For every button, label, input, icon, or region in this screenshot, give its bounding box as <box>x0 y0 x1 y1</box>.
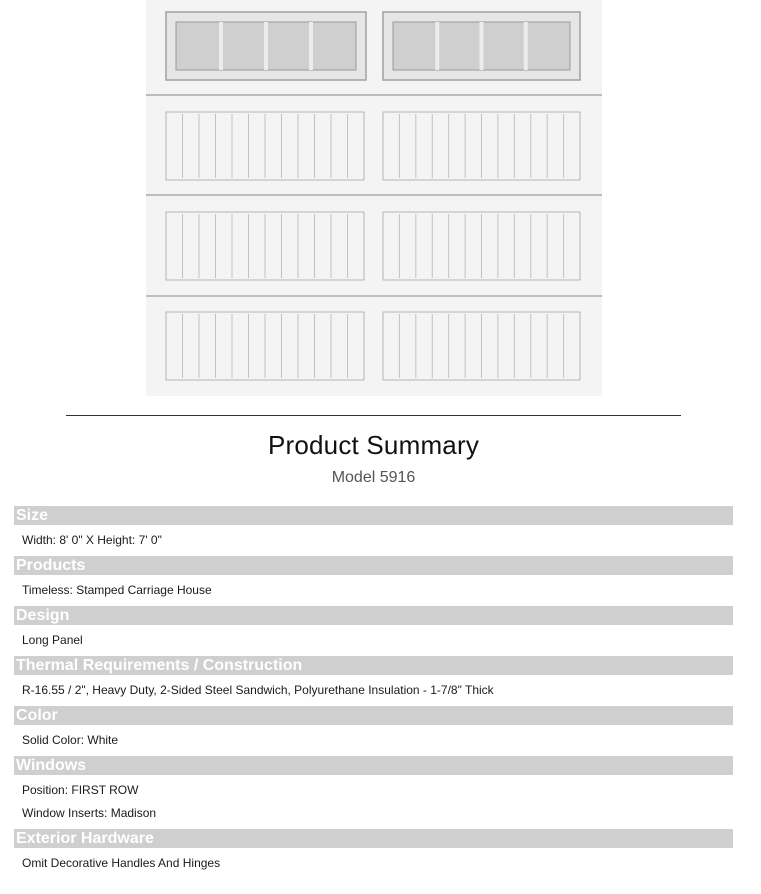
section-heading: Exterior Hardware <box>14 829 733 848</box>
page-title: Product Summary <box>267 430 480 460</box>
model-number: Model 5916 <box>331 469 416 486</box>
spec-row: Position: FIRST ROW <box>22 783 139 797</box>
section-heading: Color <box>14 706 733 725</box>
section-heading: Thermal Requirements / Construction <box>14 656 733 675</box>
section-thermal <box>14 656 733 702</box>
section-heading: Design <box>14 606 733 625</box>
spec-row: Window Inserts: Madison <box>22 806 157 820</box>
section-exterior-hardware <box>14 829 733 875</box>
section-size <box>14 506 733 552</box>
spec-row: Width: 8' 0" X Height: 7' 0" <box>22 533 162 547</box>
section-windows <box>14 756 733 825</box>
spec-row: Timeless: Stamped Carriage House <box>22 583 212 597</box>
section-heading: Products <box>14 556 733 575</box>
spec-list <box>14 506 733 879</box>
section-products <box>14 556 733 602</box>
garage-door-image <box>146 0 602 396</box>
section-heading: Windows <box>14 756 733 775</box>
section-color <box>14 706 733 752</box>
spec-row: R-16.55 / 2", Heavy Duty, 2-Sided Steel Sandwich, Polyurethane Insulation - 1-7/8" Thick <box>22 683 494 697</box>
spec-row: Omit Decorative Handles And Hinges <box>22 856 221 870</box>
divider <box>66 415 681 416</box>
spec-row: Solid Color: White <box>22 733 119 747</box>
product-image <box>146 0 602 396</box>
section-design <box>14 606 733 652</box>
section-heading: Size <box>14 506 733 525</box>
spec-row: Long Panel <box>22 633 83 647</box>
